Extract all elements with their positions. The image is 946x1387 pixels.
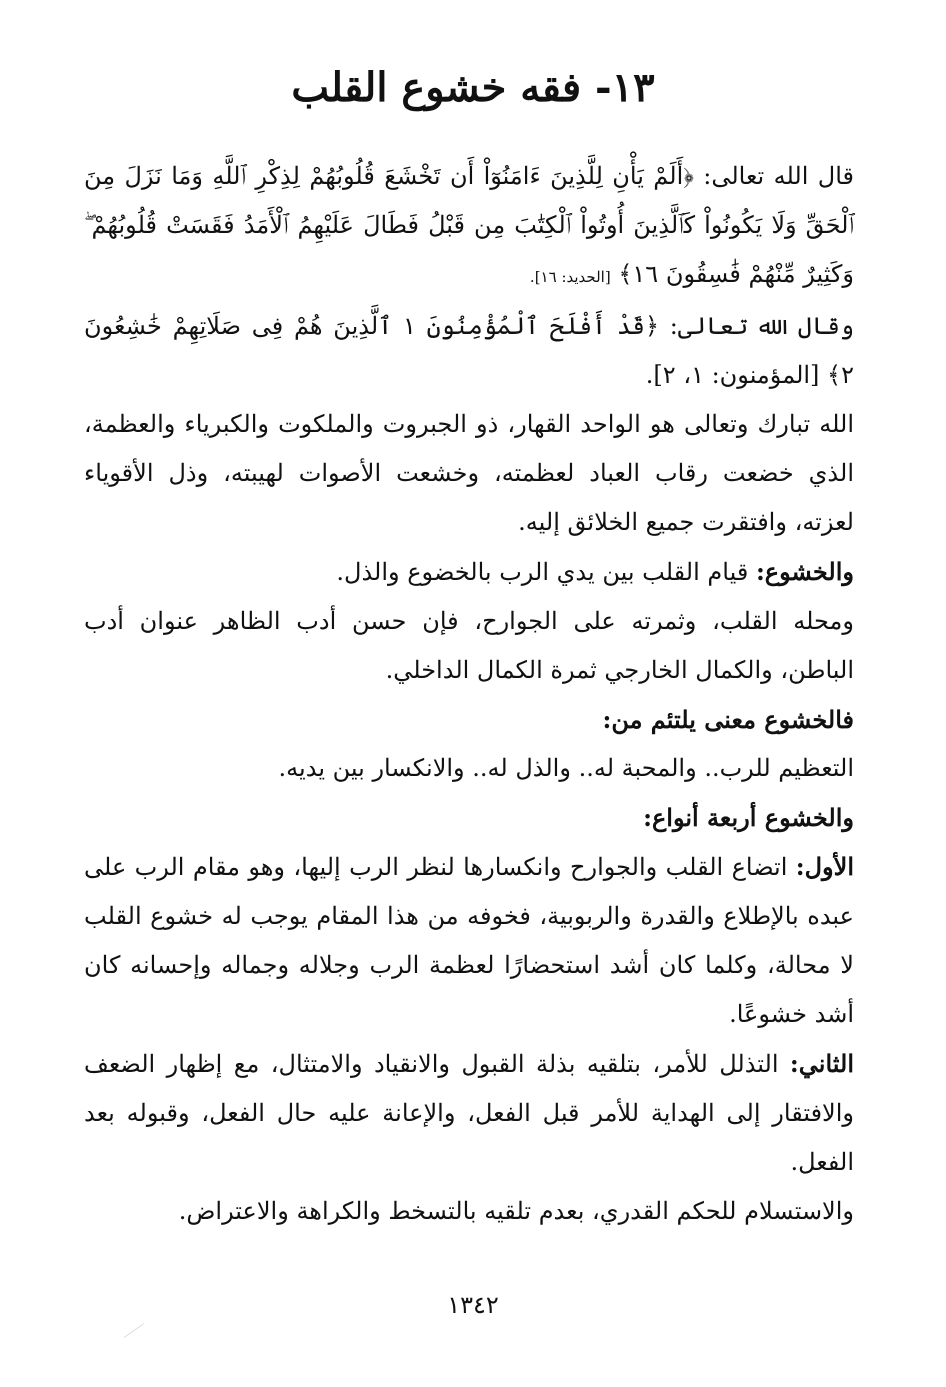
page-body — [84, 152, 854, 1236]
verse-reference: [الحديد: ١٦]. — [529, 268, 611, 286]
type-second-term: الثاني: — [789, 1049, 854, 1078]
verse-paragraph-2 — [84, 302, 854, 400]
quran-verse: ﴿أَلَمْ يَأْنِ لِلَّذِينَ ءَامَنُوٓاْ أَن تَخْشَعَ قُلُوبُهُمْ لِذِكْرِ ٱللَّهِ وَمَا نَزَلَ مِنَ ٱلْحَقِّ وَلَا يَكُونُواْ كَٱلَّذِينَ أُوتُواْ ٱلْكِتَٰبَ مِن قَبْلُ فَطَالَ عَلَيْهِمُ ٱلْأَمَدُ فَقَسَتْ قُلُوبُهُمْ ۖ وَكَثِيرٌ مِّنْهُمْ فَٰسِقُونَ ١٦﴾ — [84, 162, 854, 288]
scan-mark — [124, 1323, 144, 1338]
verse-intro: وقال الله تعالى: — [669, 312, 855, 340]
type-first-text: اتضاع القلب والجوارح وانكسارها لنظر الرب إليها، وهو مقام الرب على عبده بالإطلاع والقدرة والربوبية، فخوفه من هذا المقام يوجب له خشوع القلب لا محالة، وكلما كان أشد استحضارًا لعظمة الرب وجلاله وجماله وإحسانه كان أشد خشوعًا. — [84, 853, 854, 1028]
type-first-term: الأول: — [795, 852, 854, 881]
paragraph-type-first — [84, 842, 854, 1039]
subheading-types: والخشوع أربعة أنواع: — [643, 803, 854, 832]
type-second-text: التذلل للأمر، بتلقيه بذلة القبول والانقياد والامتثال، مع إظهار الضعف والافتقار إلى الهداية للأمر قبل الفعل، والإعانة عليه حال الفعل، وقبوله بعد الفعل. — [84, 1050, 854, 1176]
subheading-composed: فالخشوع معنى يلتئم من: — [602, 705, 854, 734]
verse-paragraph-1 — [84, 152, 854, 302]
chapter-title: ١٣- فقه خشوع القلب — [291, 64, 655, 111]
paragraph-god-attributes: الله تبارك وتعالى هو الواحد القهار، ذو الجبروت والملكوت والكبرياء والعظمة، الذي خضعت رقاب العباد لعظمته، وخشعت الأصوات لهيبته، وذل الأقوياء لعزته، وافتقرت جميع الخلائق إليه. — [84, 410, 854, 536]
page-number: ١٣٤٢ — [447, 1291, 499, 1319]
quran-verse: ﴿قَدْ أَفْلَحَ ٱلْمُؤْمِنُونَ ١ ٱلَّذِينَ هُمْ فِى صَلَاتِهِمْ خَٰشِعُونَ ٢﴾ — [84, 312, 854, 389]
paragraph-composed: التعظيم للرب.. والمحبة له.. والذل له.. والانكسار بين يديه. — [278, 754, 854, 782]
paragraph-khushu-place: ومحله القلب، وثمرته على الجوارح، فإن حسن أدب الظاهر عنوان أدب الباطن، والكمال الخارجي ثمرة الكمال الداخلي. — [84, 607, 854, 684]
paragraph-type-second — [84, 1039, 854, 1187]
paragraph-surrender: والاستسلام للحكم القدري، بعدم تلقيه بالتسخط والكراهة والاعتراض. — [178, 1197, 854, 1225]
definition-term: والخشوع: — [755, 557, 854, 586]
definition-text: قيام القلب بين يدي الرب بالخضوع والذل. — [336, 558, 756, 586]
paragraph-khushu-definition — [84, 547, 854, 597]
verse-intro: قال الله تعالى: — [703, 162, 854, 190]
verse-reference: [المؤمنون: ١، ٢]. — [645, 361, 820, 389]
